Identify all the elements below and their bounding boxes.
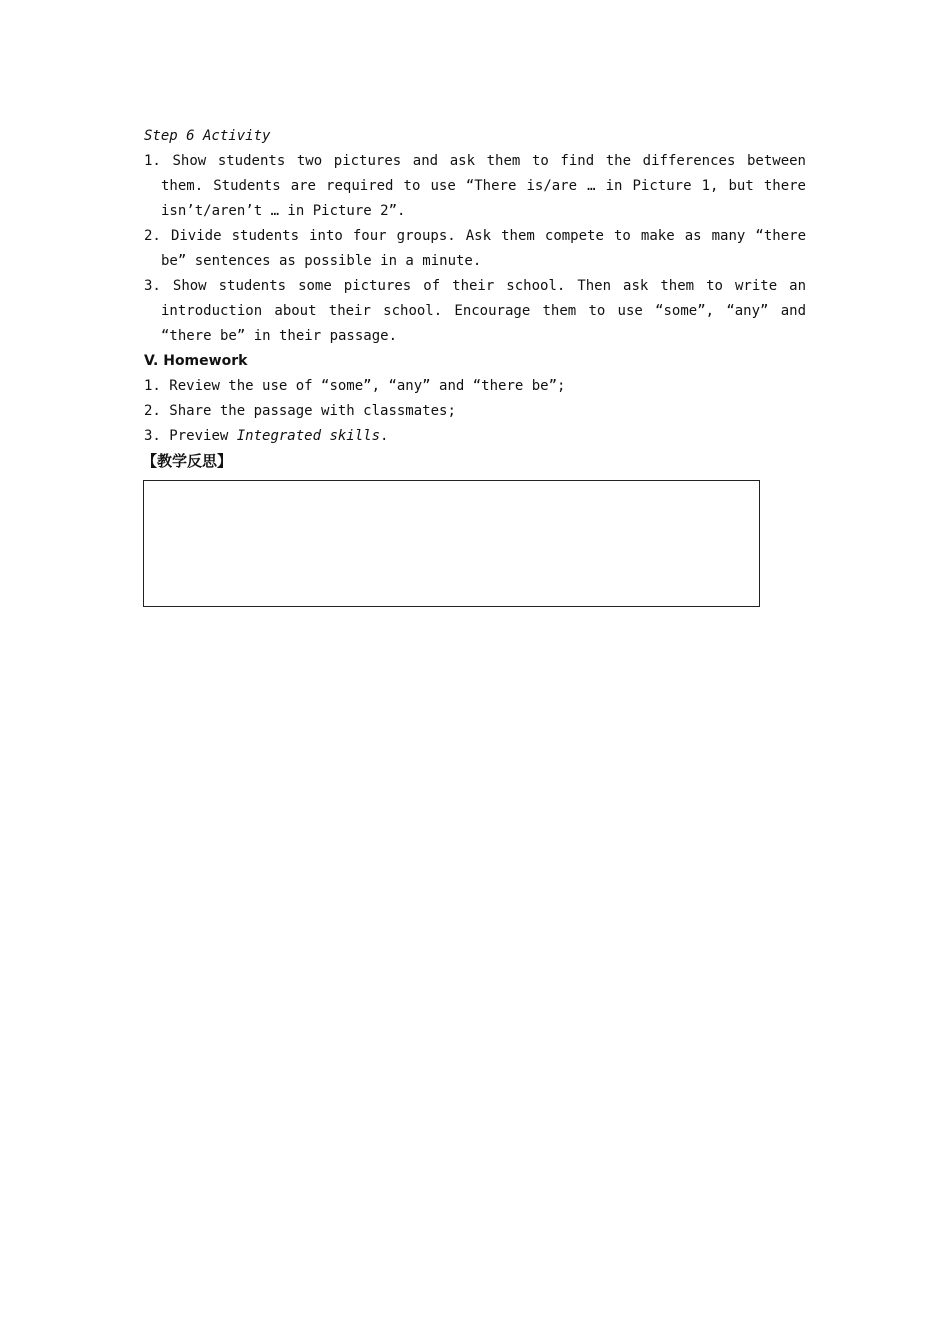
homework-item-text-suffix: .: [380, 428, 389, 444]
homework-item-text-prefix: Preview: [169, 428, 237, 444]
homework-heading: V. Homework: [144, 353, 248, 369]
activity-item-line: introduction about their school. Encourage them to use “some”, “any” and: [161, 303, 806, 319]
activity-item-line: them. Students are required to use “There is/are … in Picture 1, but there: [161, 178, 806, 194]
activity-item-line: isn’t/aren’t … in Picture 2”.: [161, 203, 406, 219]
homework-item-3: [144, 424, 806, 449]
activity-item-line: Divide students into four groups. Ask them compete to make as many “there: [170, 228, 806, 244]
activity-item-line: Show students some pictures of their school. Then ask them to write an: [172, 278, 806, 294]
homework-item-number: 2.: [144, 403, 161, 419]
homework-item-number: 3.: [144, 428, 161, 444]
homework-item-number: 1.: [144, 378, 161, 394]
activity-item-number: 3.: [144, 278, 161, 294]
activity-item-line: “there be” in their passage.: [161, 328, 398, 344]
reflection-box[interactable]: [143, 480, 760, 607]
document-page: [144, 124, 806, 474]
reflection-heading: 【教学反思】: [142, 452, 233, 470]
homework-item-1: [144, 374, 806, 399]
homework-item-2: [144, 399, 806, 424]
activity-item-number: 1.: [144, 153, 161, 169]
activity-item-line: be” sentences as possible in a minute.: [161, 253, 482, 269]
step-heading: Step 6 Activity: [144, 128, 271, 144]
activity-item-2: [144, 224, 806, 274]
homework-item-text: Share the passage with classmates;: [169, 403, 456, 419]
activity-item-line: Show students two pictures and ask them to find the differences between: [172, 153, 806, 169]
activity-item-1: [144, 149, 806, 224]
activity-item-number: 2.: [144, 228, 161, 244]
homework-item-text: Review the use of “some”, “any” and “there be”;: [169, 378, 566, 394]
homework-item-text-italic: Integrated skills: [236, 428, 381, 444]
activity-item-3: [144, 274, 806, 349]
